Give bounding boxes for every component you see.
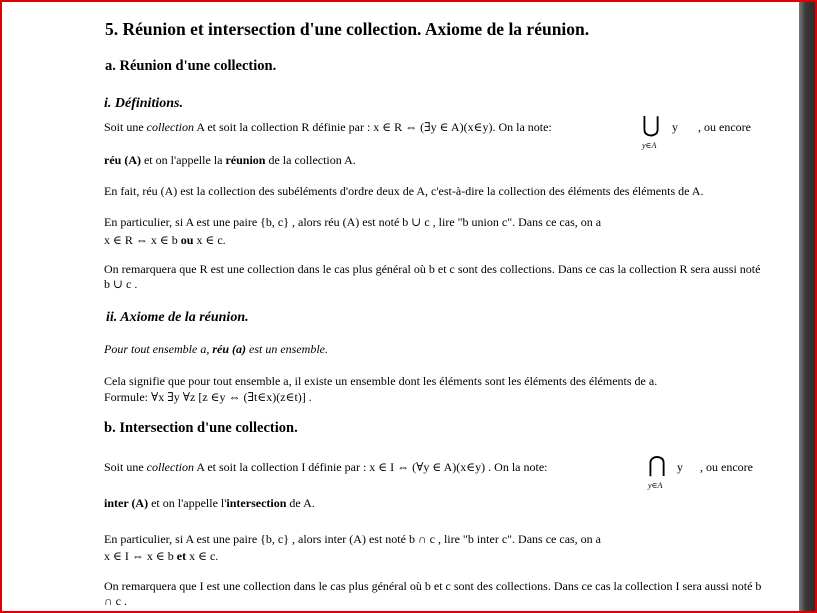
definitions-title: i. Définitions.: [104, 96, 183, 111]
text-run: A et soit la collection R définie par : x ∈ R ⇔ (∃y ∈ A)(x∈y). On la note:: [194, 120, 552, 134]
big-union-variable: y: [672, 120, 678, 134]
axiom-title: ii. Axiome de la réunion.: [106, 310, 249, 325]
union-explanation-paragraph: En fait, réu (A) est la collection des subéléments d'ordre deux de A, c'est-à-dire la collection des éléments des éléments de A.: [104, 184, 704, 198]
section-title: 5. Réunion et intersection d'une collection. Axiome de la réunion.: [105, 19, 590, 39]
intersection-line-end: , ou encore: [700, 460, 753, 474]
big-intersection-index: y∈A: [648, 481, 663, 490]
union-name-line: [104, 153, 356, 168]
window-scrollbar[interactable]: [799, 2, 815, 611]
text-run: Pour tout ensemble a,: [104, 342, 213, 356]
subsection-union-title: a. Réunion d'une collection.: [105, 58, 277, 74]
big-union-symbol: ⋃: [642, 112, 661, 137]
intersection-remark-paragraph: On remarquera que I est une collection dans le cas plus général où b et c sont des collections. Dans ce cas la collection I sera aussi noté b ∩ c .: [104, 579, 762, 608]
union-line-end: , ou encore: [698, 120, 751, 134]
big-union-index: y∈A: [642, 141, 657, 150]
intersection-name-line: [104, 496, 315, 511]
collection-italic: collection: [146, 460, 194, 474]
axiom-statement: [104, 342, 328, 357]
axiom-meaning: Cela signifie que pour tout ensemble a, il existe un ensemble dont les éléments sont les éléments des éléments de a.: [104, 374, 658, 388]
union-equivalence-line: [104, 233, 226, 248]
text-run: de A.: [286, 496, 315, 510]
text-run: Soit une: [104, 120, 147, 134]
text-run: A et soit la collection I définie par : x ∈ I ⇔ (∀y ∈ A)(x∈y) . On la note:: [194, 460, 548, 474]
text-run: de la collection A.: [265, 153, 356, 167]
intersection-equivalence-line: [104, 549, 218, 564]
or-bold: ou: [180, 233, 194, 247]
text-run: est un ensemble.: [246, 342, 328, 356]
collection-italic: collection: [146, 120, 194, 134]
union-pair-paragraph: En particulier, si A est une paire {b, c} , alors réu (A) est noté b ∪ c , lire "b union c". Dans ce cas, on a: [104, 215, 602, 229]
text-run: x ∈ c.: [193, 233, 226, 247]
text-run: et on l'appelle la: [140, 153, 226, 167]
reunion-term: réunion: [225, 153, 266, 167]
reu-notation: réu (A): [104, 153, 141, 167]
big-intersection-variable: y: [677, 460, 683, 474]
inter-notation: inter (A): [104, 496, 149, 510]
text-run: x ∈ c.: [186, 549, 219, 563]
text-run: x ∈ I ⇔ x ∈ b: [104, 549, 177, 563]
text-run: Soit une: [104, 460, 147, 474]
intersection-term: intersection: [226, 496, 287, 510]
subsection-intersection-title: b. Intersection d'une collection.: [104, 420, 298, 436]
reu-a-bold: réu (a): [212, 342, 246, 356]
big-intersection-symbol: ⋂: [648, 452, 667, 477]
and-bold: et: [176, 549, 187, 563]
axiom-formula: Formule: ∀x ∃y ∀z [z ∈y ⇔ (∃t∈x)(z∈t)] .: [104, 390, 312, 404]
union-definition-line: [104, 120, 552, 135]
text-run: et on l'appelle l': [148, 496, 227, 510]
union-remark-paragraph: On remarquera que R est une collection dans le cas plus général où b et c sont des collections. Dans ce cas la collection R sera aussi noté b ∪ c .: [104, 262, 761, 291]
text-run: x ∈ R ⇔ x ∈ b: [104, 233, 181, 247]
intersection-definition-line: [104, 460, 547, 475]
intersection-pair-paragraph: En particulier, si A est une paire {b, c} , alors inter (A) est noté b ∩ c , lire "b inter c". Dans ce cas, on a: [104, 532, 602, 546]
